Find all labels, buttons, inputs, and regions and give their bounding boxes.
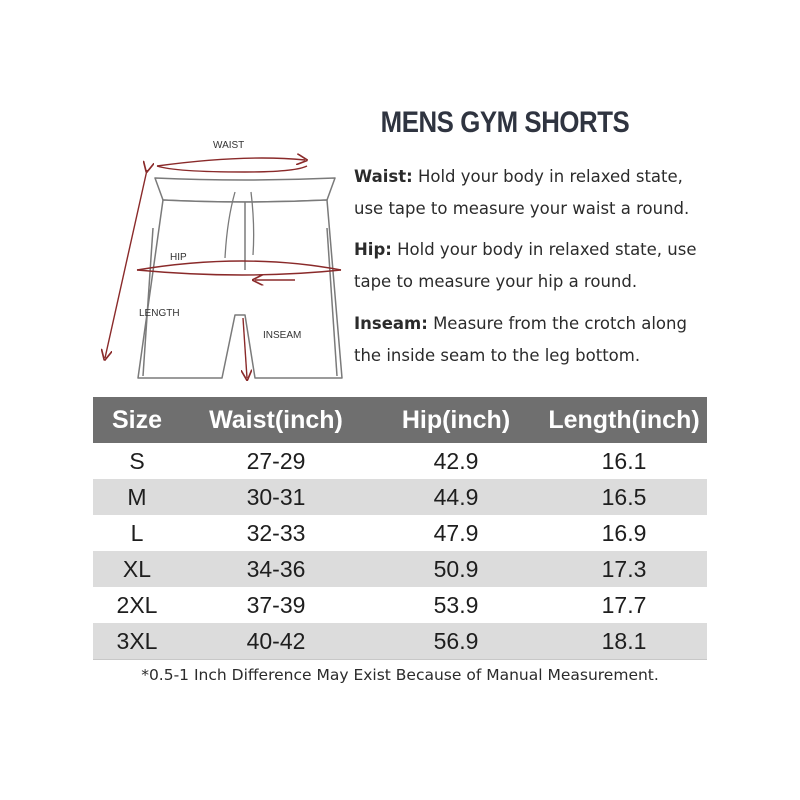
cell-hip: 56.9 <box>371 623 541 660</box>
waist-measure-line <box>157 158 307 172</box>
cell-waist: 37-39 <box>246 591 306 618</box>
header-length: Length(inch) <box>541 397 707 443</box>
table-row <box>93 443 707 479</box>
table-row <box>93 623 707 660</box>
waist-label: WAIST <box>213 140 245 151</box>
cell-length: 16.1 <box>601 447 647 474</box>
cell-size: L <box>130 519 144 546</box>
cell-size: XL <box>93 551 181 587</box>
table-row <box>93 479 707 515</box>
hip-label: HIP <box>170 252 187 263</box>
cell-size: S <box>129 447 145 474</box>
header-hip: Hip(inch) <box>371 397 541 443</box>
cell-size: 3XL <box>93 623 181 660</box>
inseam-label: INSEAM <box>263 330 302 341</box>
hip-text: Hold your body in relaxed state, use tape to measure your hip a round. <box>354 240 697 291</box>
table-row <box>93 587 707 623</box>
shorts-measurement-diagram <box>95 130 355 390</box>
cell-hip: 44.9 <box>371 479 541 515</box>
waist-text: Hold your body in relaxed state, use tape to measure your waist a round. <box>354 167 690 218</box>
size-table <box>93 397 707 660</box>
cell-waist: 27-29 <box>246 447 306 474</box>
cell-length: 17.3 <box>541 551 707 587</box>
hip-term: Hip: <box>354 240 392 259</box>
inseam-description <box>354 308 699 372</box>
cell-waist: 40-42 <box>181 623 371 660</box>
waist-term: Waist: <box>354 167 413 186</box>
hip-description <box>354 234 699 298</box>
length-measure-line <box>105 170 147 358</box>
shorts-outline <box>138 178 342 378</box>
cell-length: 16.9 <box>601 519 647 546</box>
cell-waist: 30-31 <box>181 479 371 515</box>
header-waist: Waist(inch) <box>181 397 371 443</box>
cell-length: 16.5 <box>541 479 707 515</box>
cell-size: 2XL <box>116 591 158 618</box>
cell-size: M <box>93 479 181 515</box>
cell-waist: 34-36 <box>181 551 371 587</box>
inseam-term: Inseam: <box>354 314 428 333</box>
cell-waist: 32-33 <box>246 519 306 546</box>
length-label: LENGTH <box>139 308 180 319</box>
cell-hip: 50.9 <box>371 551 541 587</box>
inseam-text: Measure from the crotch along the inside seam to the leg bottom. <box>354 314 687 365</box>
cell-hip: 53.9 <box>433 591 479 618</box>
page-title: MENS GYM SHORTS <box>380 106 630 139</box>
waist-description <box>354 161 699 225</box>
table-row <box>93 515 707 551</box>
cell-length: 18.1 <box>541 623 707 660</box>
cell-hip: 42.9 <box>433 447 479 474</box>
cell-length: 17.7 <box>601 591 647 618</box>
measurement-footnote: *0.5-1 Inch Difference May Exist Because of Manual Measurement. <box>141 666 659 684</box>
table-header-row <box>93 397 707 443</box>
cell-hip: 47.9 <box>433 519 479 546</box>
header-size: Size <box>93 397 181 443</box>
table-row <box>93 551 707 587</box>
